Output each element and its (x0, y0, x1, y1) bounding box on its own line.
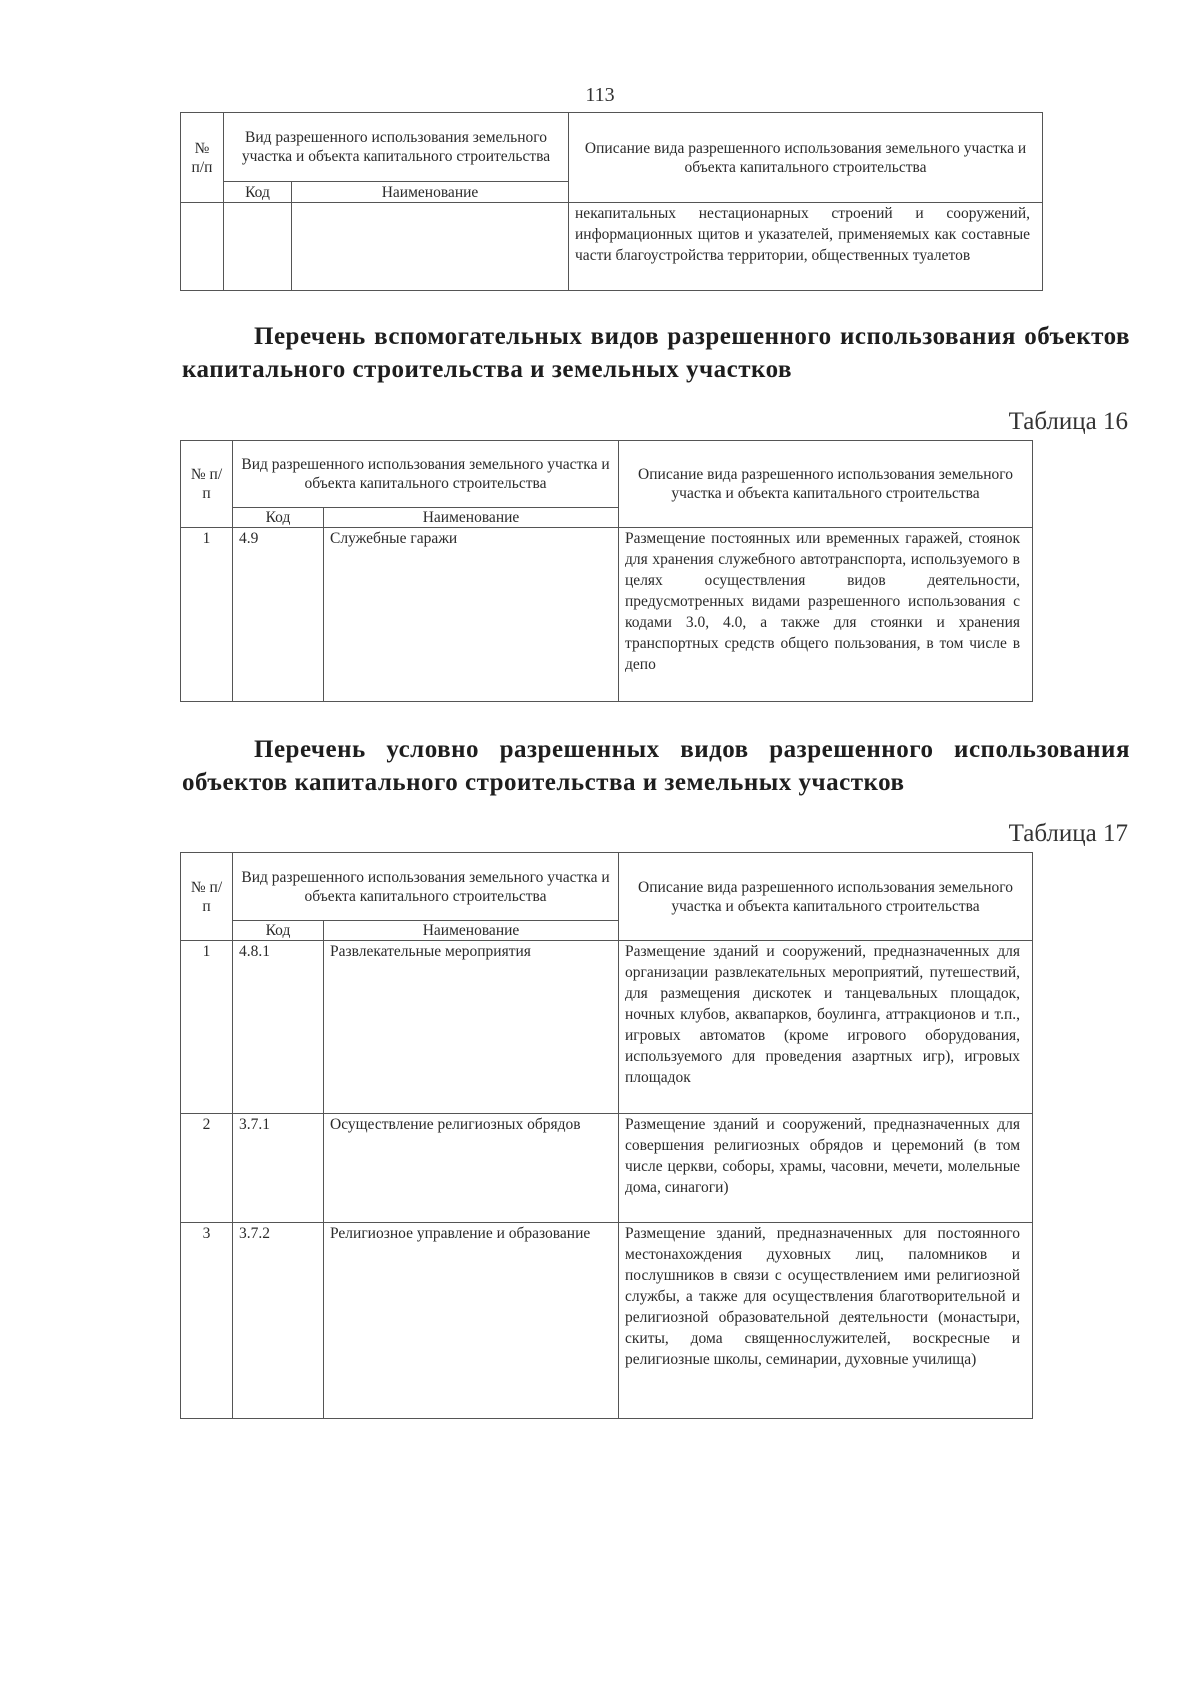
header-name: Наименование (292, 182, 569, 203)
header-type-group: Вид разрешенного использования земельного участка и объекта капитального строительства (224, 113, 569, 182)
row-code: 3.7.1 (233, 1114, 324, 1223)
page-number: 113 (585, 84, 615, 106)
row-number: 3 (181, 1223, 233, 1419)
header-type-group: Вид разрешенного использования земельного участка и объекта капитального строительства (233, 441, 619, 508)
row-description: Размещение зданий и сооружений, предназначенных для организации развлекательных мероприятий, путешествий, для размещения дискотек и танцевальных площадок, ночных клубов, аквапарков, боулинга, аттракционов и т.п., игровых автоматов (кроме игрового оборудования, используемого для проведения азартных игр), игровых площадок (619, 941, 1033, 1114)
row-description: Размещение зданий, предназначенных для постоянного местонахождения духовных лиц, паломников и послушников в связи с осуществлением ими религиозной службы, а также для осуществления благотворительной и религиозной образовательной деятельности (монастыри, скиты, дома священнослужителей, воскресные и религиозные школы, семинарии, духовные училища) (619, 1223, 1033, 1419)
row-number: 1 (181, 941, 233, 1114)
header-code: Код (233, 508, 324, 528)
table-caption-17: Таблица 17 (1008, 820, 1128, 847)
header-description: Описание вида разрешенного использования земельного участка и объекта капитального строительства (569, 113, 1043, 203)
section-heading-auxiliary: Перечень вспомогательных видов разрешенного использования объектов капитального строительства и земельных участков (182, 323, 1130, 383)
row-name: Религиозное управление и образование (324, 1223, 619, 1419)
header-number: № п/п (181, 853, 233, 941)
header-description: Описание вида разрешенного использования земельного участка и объекта капитального строительства (619, 853, 1033, 941)
row-code (224, 203, 292, 291)
header-description: Описание вида разрешенного использования земельного участка и объекта капитального строительства (619, 441, 1033, 528)
row-code: 3.7.2 (233, 1223, 324, 1419)
header-code: Код (233, 921, 324, 941)
auxiliary-uses-table (180, 440, 1033, 702)
header-number: № п/п (181, 441, 233, 528)
row-name: Развлекательные мероприятия (324, 941, 619, 1114)
section-heading-conditional: Перечень условно разрешенных видов разрешенного использования объектов капитального строительства и земельных участков (182, 736, 1130, 796)
header-type-group: Вид разрешенного использования земельного участка и объекта капитального строительства (233, 853, 619, 921)
row-name (292, 203, 569, 291)
row-name: Осуществление религиозных обрядов (324, 1114, 619, 1223)
header-number: № п/п (181, 113, 224, 203)
row-code: 4.8.1 (233, 941, 324, 1114)
row-number: 1 (181, 528, 233, 702)
row-number: 2 (181, 1114, 233, 1223)
row-number (181, 203, 224, 291)
row-description: Размещение зданий и сооружений, предназначенных для совершения религиозных обрядов и церемоний (в том числе церкви, соборы, храмы, часовни, мечети, молельные дома, синагоги) (619, 1114, 1033, 1223)
table-caption-16: Таблица 16 (1008, 408, 1128, 435)
header-name: Наименование (324, 921, 619, 941)
continuation-table (180, 112, 1043, 291)
row-description: Размещение постоянных или временных гаражей, стоянок для хранения служебного автотранспорта, используемого в целях осуществления видов деятельности, предусмотренных видами разрешенного использования с кодами 3.0, 4.0, а также для стоянки и хранения транспортных средств общего пользования, в том числе в депо (619, 528, 1033, 702)
row-description: некапитальных нестационарных строений и сооружений, информационных щитов и указателей, применяемых как составные части благоустройства территории, общественных туалетов (569, 203, 1043, 291)
row-code: 4.9 (233, 528, 324, 702)
row-name: Служебные гаражи (324, 528, 619, 702)
conditional-uses-table (180, 852, 1033, 1419)
header-code: Код (224, 182, 292, 203)
header-name: Наименование (324, 508, 619, 528)
